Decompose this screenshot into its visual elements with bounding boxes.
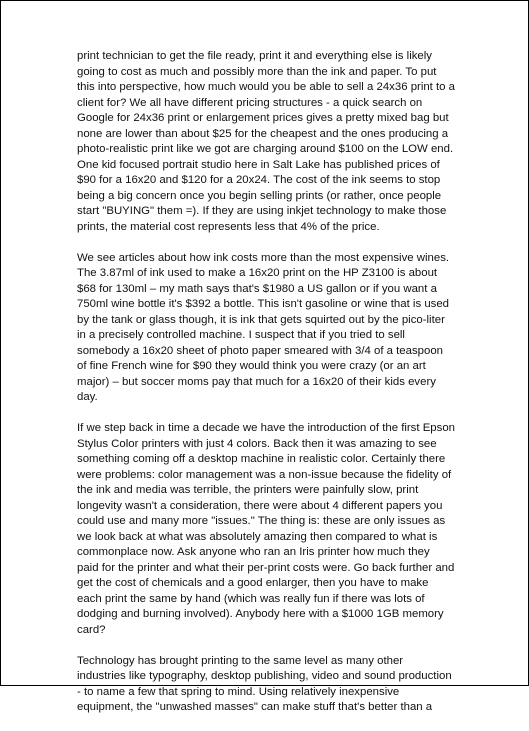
text-line: going to cost as much and possibly more than the ink and paper. To put (77, 65, 437, 78)
text-line: client for? We all have different pricing structures - a quick search on (77, 96, 423, 109)
text-line: longevity wasn't a consideration, there were about 4 different papers you (77, 499, 443, 512)
text-line: could use and many more "issues." The thing is: these are only issues as (77, 515, 446, 527)
text-line: we look back at what was absolutely amazing then compared to what is (77, 530, 438, 543)
text-line: were problems: color management was a non-issue because the fidelity of (77, 468, 452, 481)
text-line: day. (77, 391, 98, 403)
text-line: 750ml wine bottle it's $392 a bottle. This isn't gasoline or wine that is used (77, 298, 450, 310)
paragraph-4 (77, 654, 492, 716)
text-line: Google for 24x36 print or enlargement prices gives a pretty mixed bag but (77, 112, 449, 124)
paragraph-2 (77, 251, 492, 406)
text-line: One kid focused portrait studio here in Salt Lake has published prices of (77, 158, 440, 171)
text-line: paid for the printer and what their per-print costs were. Go back further and (77, 561, 455, 574)
text-line: industries like typography, desktop publishing, video and sound production (77, 670, 452, 682)
text-line: Stylus Color printers with just 4 colors. Back then it was amazing to see (77, 437, 437, 450)
text-line: somebody a 16x20 sheet of photo paper smeared with 3/4 of a teaspoon (77, 344, 444, 357)
text-line: the ink and media was terrible, the printers were painfully slow, print (77, 484, 419, 496)
text-line: commonplace now. Ask anyone who ran an Iris printer how much they (77, 546, 430, 558)
text-line: prints, the material cost represents less that 4% of the price. (77, 220, 380, 233)
text-line: - to name a few that spring to mind. Using relatively inexpensive (77, 685, 400, 698)
text-line: card? (77, 623, 106, 636)
text-line: Technology has brought printing to the same level as many other (77, 654, 404, 667)
text-line: print technician to get the file ready, print it and everything else is likely (77, 50, 432, 62)
text-line: photo-realistic print like we got are charging around $100 on the LOW end. (77, 143, 454, 155)
text-line: none are lower than about $25 for the cheapest and the ones producing a (77, 127, 449, 140)
text-line: equipment, the "unwashed masses" can make stuff that's better than a (77, 701, 433, 713)
text-line: get the cost of chemicals and a good enlarger, then you have to make (77, 577, 429, 589)
text-line: We see articles about how ink costs more than the most expensive wines. (77, 251, 450, 264)
document-body (77, 49, 492, 731)
text-line: $90 for a 16x20 and $120 for a 20x24. The cost of the ink seems to stop (77, 174, 441, 186)
paragraph-1 (77, 49, 492, 235)
paragraph-3 (77, 421, 492, 638)
text-line: dodging and burning involved). Anybody here with a $1000 1GB memory (77, 608, 444, 620)
text-line: each print the same by hand (which was really fun if there was lots of (77, 592, 425, 605)
text-line: something coming off a desktop machine in realistic color. Certainly there (77, 453, 446, 465)
text-line: $68 for 130ml – my math says that's $1980 a US gallon or if you want a (77, 282, 437, 295)
text-line: in a precisely controlled machine. I suspect that if you tried to sell (77, 329, 405, 341)
text-line: of fine French wine for $90 they would think you were crazy (or an art (77, 360, 426, 372)
text-line: this into perspective, how much would you be able to sell a 24x36 print to a (77, 81, 456, 93)
text-line: If we step back in time a decade we have the introduction of the first Epson (77, 422, 456, 434)
text-line: major) – but soccer moms pay that much for a 16x20 of their kids every (77, 375, 436, 388)
text-line: start "BUYING" them =). If they are using inkjet technology to make those (77, 205, 447, 217)
text-line: The 3.87ml of ink used to make a 16x20 print on the HP Z3100 is about (77, 267, 438, 279)
text-line: by the tank or glass though, it is ink that gets squirted out by the pico-liter (77, 313, 445, 326)
text-line: being a big concern once you begin selling prints (or rather, once people (77, 189, 442, 202)
